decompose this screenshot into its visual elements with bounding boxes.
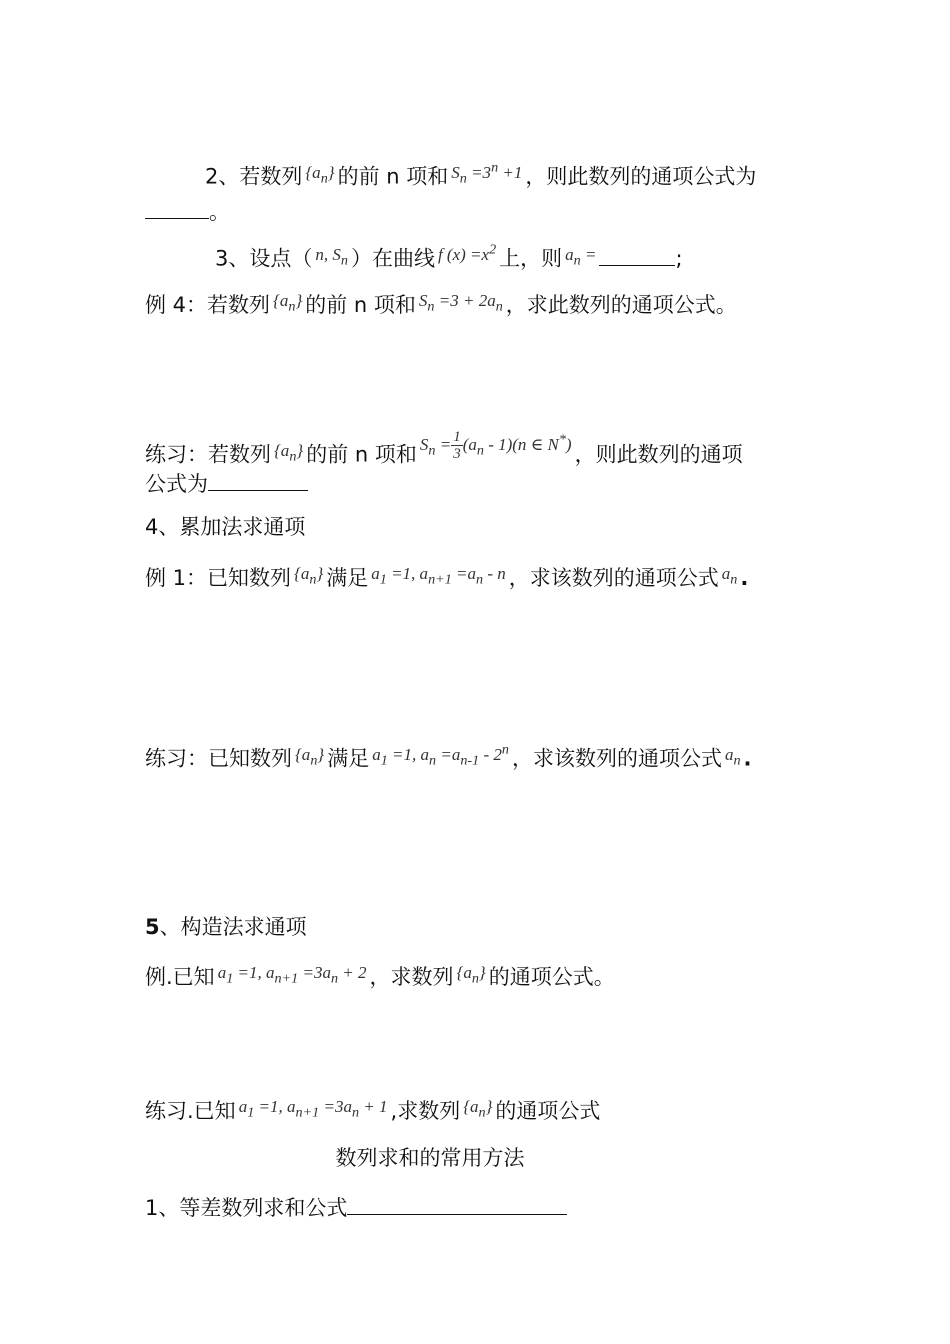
math-sn-fraction: Sn =1 3(an - 1)(n ∈ N*) (419, 429, 572, 463)
math-an: an (724, 744, 741, 769)
math-set-an: {an} (305, 162, 335, 187)
math-set-an: {an} (273, 291, 303, 315)
math-set-an: {an} (274, 440, 304, 465)
math-recurrence: a1 =1, an+1 =3an + 1 (238, 1097, 388, 1121)
practice-1-line: 练习：若数列 $^{\{a_n\}}$ 的前 n 项和 $^{S_n =\frac{1}{3}(a_n - 1)(n \in N^*)}$ ，则此数列的通项 (145, 429, 743, 467)
math-recurrence: a1 =1, an =an-1 - 2n (372, 741, 509, 769)
math-set-an: {an} (294, 564, 324, 588)
math-set-an: {an} (456, 963, 486, 987)
item-3-line: 3、设点（ $^{n, S_n}$ ）在曲线 $^{f (x) =x^2}$ 上，则 $^{a_n =}$ ; (215, 241, 683, 271)
sum-method-1-line: 1、等差数列求和公式 (145, 1192, 567, 1223)
item-2-answer-line: 。 (145, 196, 230, 227)
math-curve: f (x) =x2 (437, 241, 497, 264)
math-recurrence: a1 =1, an+1 =an - n (371, 564, 506, 588)
practice-3-line: 练习.已知 $^{a_1 =1, a_{n+1} =3a_n + 1}$ ,求数列 $^{\{a_n\}}$ 的通项公式 (145, 1097, 601, 1123)
math-an: an = (565, 244, 597, 269)
math-sn-formula: Sn =3n +1 (451, 159, 523, 187)
example-1-line: 例 1：已知数列 $^{\{a_n\}}$ 满足 $^{a_1 =1, a_{n+1} =a_n - n}$ ，求该数列的通项公式 $^{a_n}$ . (145, 564, 749, 590)
math-set-an: {an} (295, 744, 325, 769)
answer-blank[interactable] (347, 1192, 567, 1215)
practice-1-answer-line: 公式为 (145, 468, 308, 499)
math-recurrence: a1 =1, an+1 =3an + 2 (217, 963, 367, 987)
answer-blank[interactable] (599, 243, 675, 266)
practice-2-line: 练习：已知数列 $^{\{a_n\}}$ 满足 $^{a_1 =1, a_n =a_{n-1} - 2^n}$ ，求该数列的通项公式 $^{a_n}$ . (145, 741, 752, 771)
math-point: n, Sn (315, 244, 348, 269)
section-4-heading: 4、累加法求通项 (145, 515, 306, 539)
section-5-heading: 5、构造法求通项 (145, 915, 307, 939)
example-5-line: 例.已知 $^{a_1 =1, a_{n+1} =3a_n + 2}$ ，求数列 $^{\{a_n\}}$ 的通项公式。 (145, 963, 615, 989)
math-sn-formula: Sn =3 + 2an (418, 291, 503, 315)
math-set-an: {an} (463, 1097, 493, 1121)
answer-blank[interactable] (145, 196, 209, 219)
math-an: an (721, 564, 738, 588)
answer-blank[interactable] (208, 468, 308, 491)
section-title: 数列求和的常用方法 (335, 1146, 525, 1170)
item-2-line: 2、若数列 $^{\{a_n\}}$ 的前 n 项和 $^{S_n =3^n +1}$ ，则此数列的通项公式为 (205, 159, 757, 189)
example-4-line: 例 4：若数列 $^{\{a_n\}}$ 的前 n 项和 $^{S_n =3 + 2a_n}$ ，求此数列的通项公式。 (145, 291, 737, 317)
